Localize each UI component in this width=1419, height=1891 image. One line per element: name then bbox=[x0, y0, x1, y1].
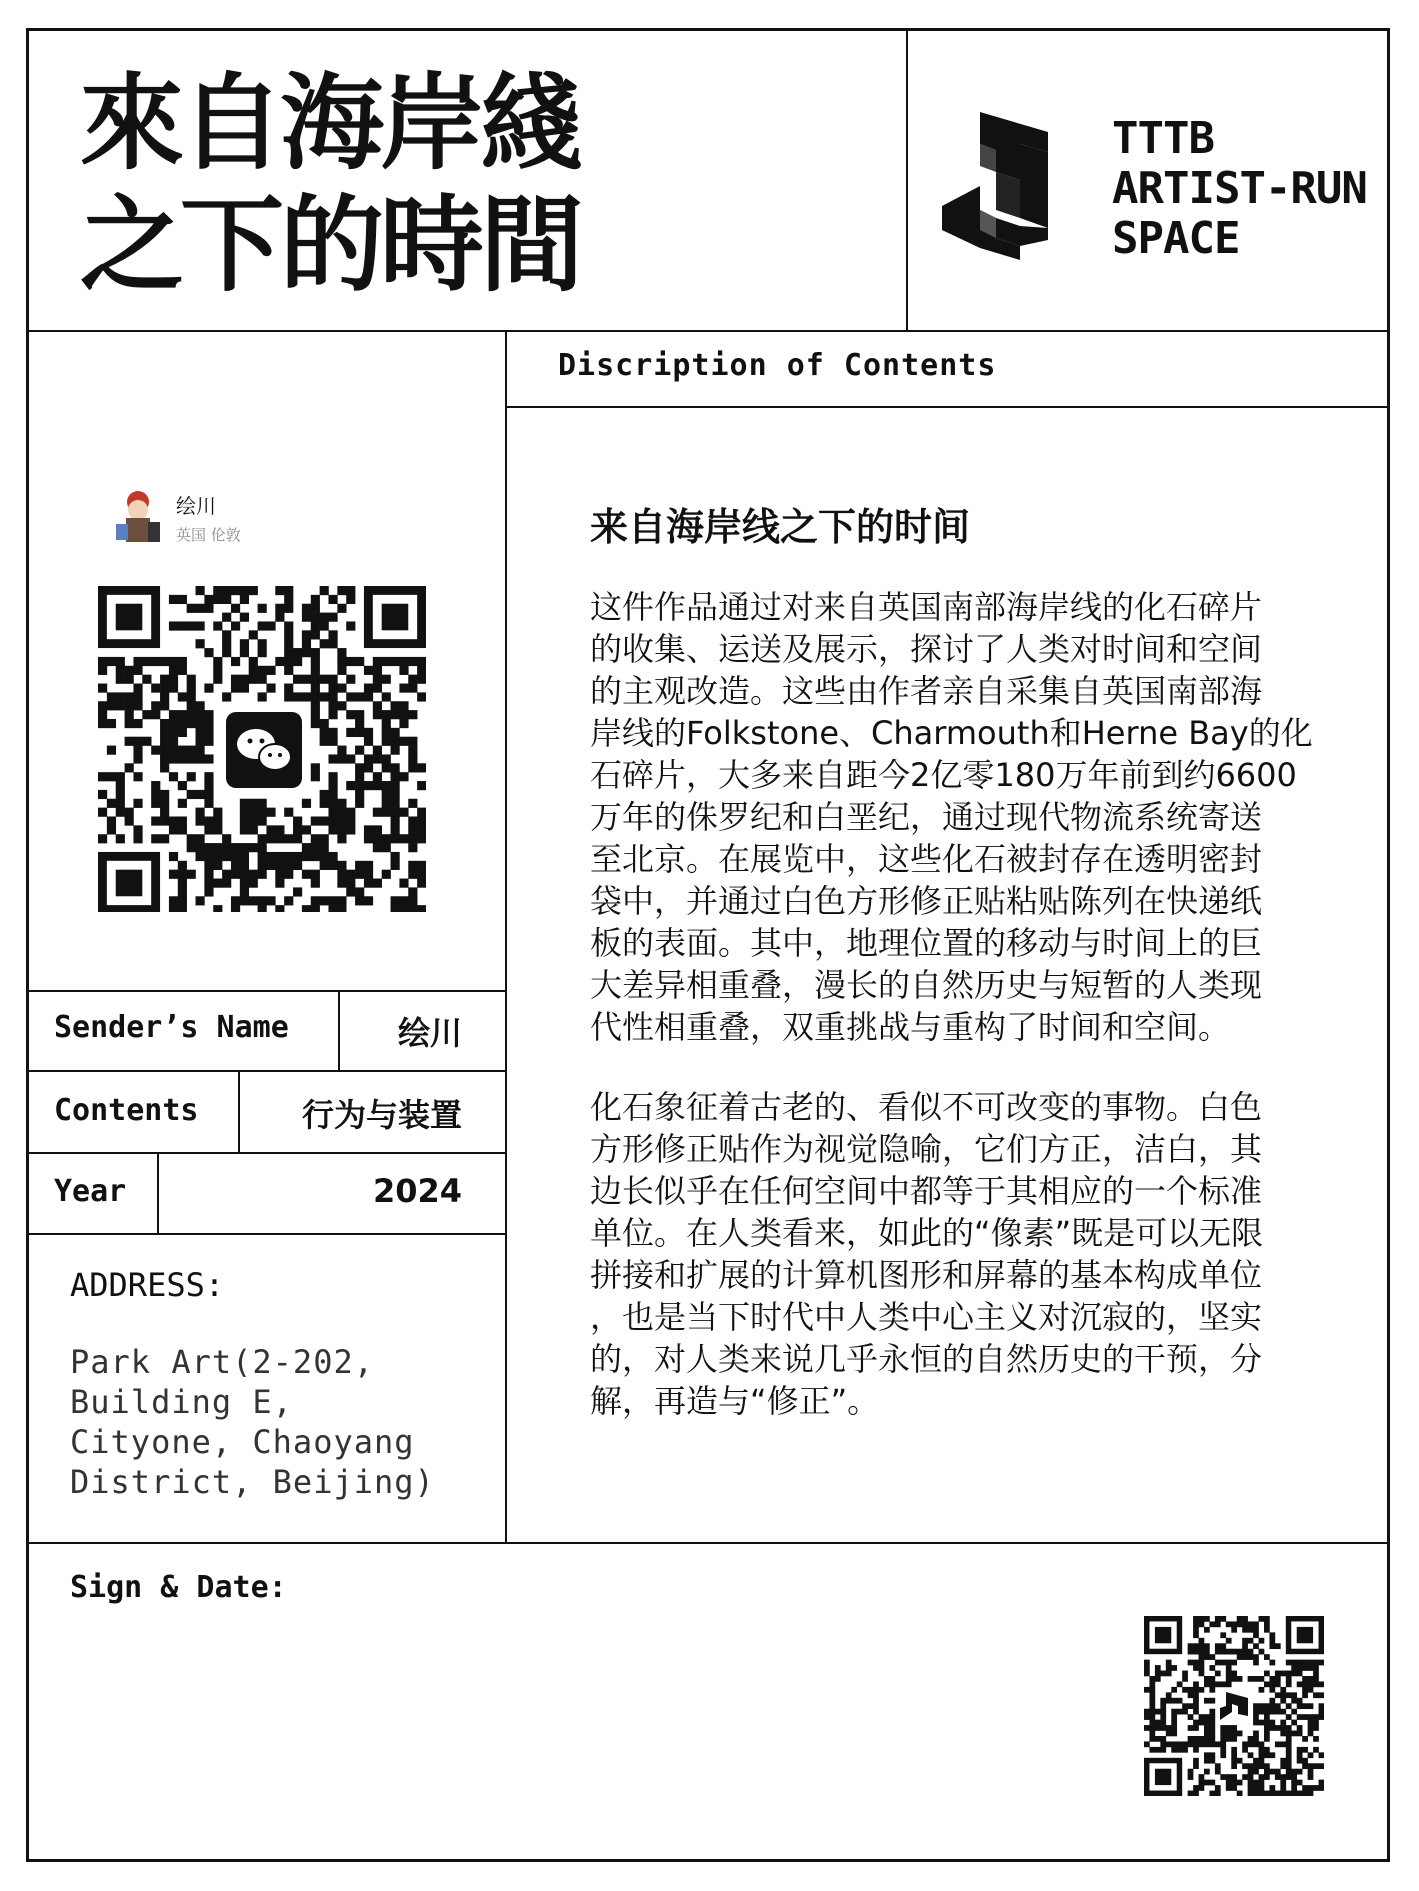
sender-value: 绘川 bbox=[397, 1014, 462, 1052]
address-label: ADDRESS: bbox=[70, 1266, 225, 1304]
divider bbox=[28, 1233, 506, 1235]
divider bbox=[28, 330, 1388, 332]
divider bbox=[157, 1152, 159, 1233]
page-title bbox=[80, 62, 580, 306]
divider bbox=[507, 406, 1388, 408]
description-heading: Discription of Contents bbox=[558, 348, 997, 383]
brand-line: ARTIST-RUN bbox=[1112, 163, 1367, 214]
divider bbox=[505, 330, 507, 1542]
wechat-qr-code[interactable] bbox=[98, 586, 426, 912]
title-line: 來自海岸綫 bbox=[80, 62, 581, 184]
tttb-logo-icon bbox=[940, 110, 1055, 260]
sign-date-label: Sign & Date: bbox=[70, 1570, 287, 1605]
contents-label: Contents bbox=[54, 1093, 199, 1128]
description-title: 来自海岸线之下的时间 bbox=[590, 505, 971, 549]
divider bbox=[28, 1542, 1388, 1544]
divider bbox=[338, 990, 340, 1070]
contents-value: 行为与装置 bbox=[301, 1096, 462, 1134]
year-label: Year bbox=[54, 1174, 127, 1209]
wechat-icon bbox=[226, 712, 302, 788]
sender-label: Sender’s Name bbox=[54, 1010, 289, 1045]
divider bbox=[28, 1152, 506, 1154]
divider bbox=[28, 1070, 506, 1072]
tttb-qr-code[interactable] bbox=[1144, 1616, 1324, 1796]
divider bbox=[28, 990, 506, 992]
brand-line: SPACE bbox=[1112, 213, 1240, 264]
brand-name bbox=[1112, 114, 1367, 264]
description-paragraph: 这件作品通过对来自英国南部海岸线的化石碎片 的收集、运送及展示，探讨了人类对时间和空间 的主观改造。这些由作者亲自采集自英国南部海 岸线的Folkstone、Charmouth和Herne Bay的化 石碎片，大多来自距今2亿零180万年前到约6600 万年的侏罗纪和白垩纪，通过现代物流系统寄送 至北京。在展览中，这些化石被封存在透明密封 袋中，并通过白色方形修正贴粘贴陈列在快递纸 板的表面。其中，地理位置的移动与时间上的巨 大差异相重叠，漫长的自然历史与短暂的人类现 代性相重叠，双重挑战与重构了时间和空间。 bbox=[590, 588, 1313, 1046]
address-value: Park Art(2-202, Building E, Cityone, Chaoyang District, Beijing) bbox=[70, 1343, 435, 1501]
tttb-logo-icon bbox=[1216, 1688, 1252, 1724]
year-value: 2024 bbox=[372, 1172, 462, 1210]
description-paragraph: 化石象征着古老的、看似不可改变的事物。白色 方形修正贴作为视觉隐喻，它们方正，洁白，其 边长似乎在任何空间中都等于其相应的一个标准 单位。在人类看来，如此的“像素”既是可以无限 拼接和扩展的计算机图形和屏幕的基本构成单位 ，也是当下时代中人类中心主义对沉寂的，坚实 的，对人类来说几乎永恒的自然历史的干预，分 解，再造与“修正”。 bbox=[590, 1088, 1264, 1420]
profile-name: 绘川 bbox=[176, 494, 216, 518]
profile-location: 英国 伦敦 bbox=[176, 526, 241, 544]
brand-line: TTTB bbox=[1112, 113, 1214, 164]
divider bbox=[906, 30, 908, 330]
avatar bbox=[108, 488, 162, 544]
title-line: 之下的時間 bbox=[80, 184, 581, 306]
divider bbox=[238, 1070, 240, 1152]
